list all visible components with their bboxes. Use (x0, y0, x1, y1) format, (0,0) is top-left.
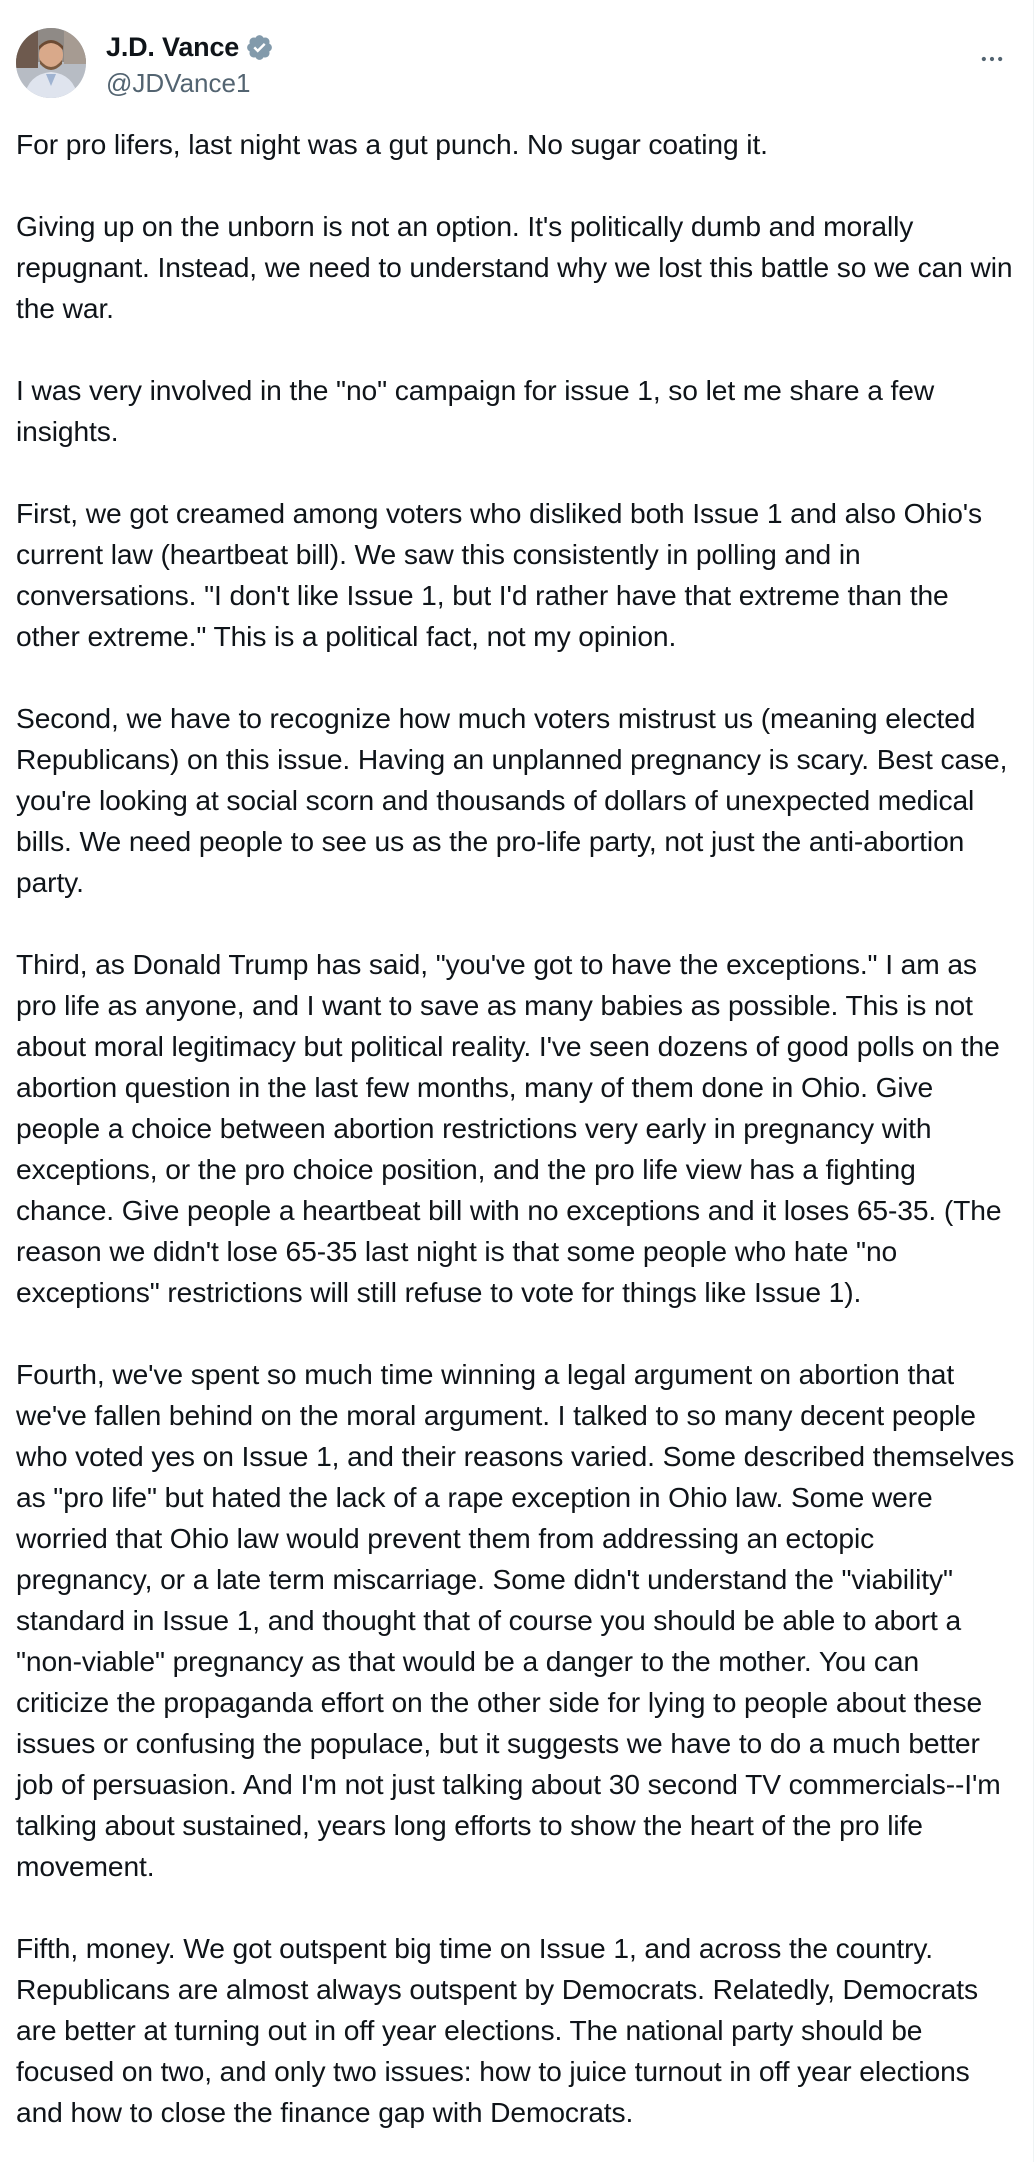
user-avatar[interactable] (16, 28, 86, 98)
tweet-paragraph: Giving up on the unborn is not an option. It's politically dumb and morally repugnant. Instead, we need to understand why we lost this battle so we can win the war. (16, 210, 1021, 324)
tweet-paragraph: Fourth, we've spent so much time winning a legal argument on abortion that we've fallen behind on the moral argument. I talked to so many decent people who voted yes on Issue 1, and their reasons varied. Some described themselves as "pro life" but hated the lack of a rape exception in Ohio law. Some were worried that Ohio law would prevent them from addressing an ectopic pregnancy, or a late term miscarriage. Some didn't understand the "viability" standard in Issue 1, and thought that of course you should be able to abort a "non-viable" pregnancy as that would be a danger to the mother. You can criticize the propaganda effort on the other side for lying to people about these issues or confusing the populace, but it suggests we have to do a much better job of persuasion. And I'm not just talking about 30 second TV commercials--I'm talking about sustained, years long efforts to show the heart of the pro life movement. (16, 1358, 1022, 1882)
tweet-paragraph: First, we got creamed among voters who disliked both Issue 1 and also Ohio's current law (heartbeat bill). We saw this consistently in polling and in conversations. "I don't like Issue 1, but I'd rather have that extreme than the other extreme." This is a political fact, not my opinion. (16, 497, 990, 652)
avatar-image (16, 28, 86, 98)
more-options-button[interactable] (969, 38, 1015, 84)
author-display-name[interactable]: J.D. Vance (106, 31, 240, 62)
tweet-header (16, 28, 1016, 100)
more-horizontal-icon (978, 45, 1006, 78)
tweet-paragraph: I was very involved in the "no" campaign for issue 1, so let me share a few insights. (16, 374, 942, 447)
tweet-paragraph: Second, we have to recognize how much voters mistrust us (meaning elected Republicans) on this issue. Having an unplanned pregnancy is scary. Best case, you're looking at social scorn and thousands of dollars of unexpected medical bills. We need people to see us as the pro-life party, not just the anti-abortion party. (16, 702, 1016, 898)
tweet-paragraph: For pro lifers, last night was a gut punch. No sugar coating it. (16, 128, 768, 160)
author-handle[interactable]: @JDVance1 (106, 68, 251, 98)
tweet-paragraph: Fifth, money. We got outspent big time on Issue 1, and across the country. Republicans are almost always outspent by Democrats. Relatedly, Democrats are better at turning out in off year elections. The national party should be focused on two, and only two issues: how to juice turnout in off year elections and how to close the finance gap with Democrats. (16, 1932, 986, 2128)
verified-badge-icon[interactable] (245, 33, 274, 62)
tweet-paragraph: Third, as Donald Trump has said, "you've got to have the exceptions." I am as pro life as anyone, and I want to save as many babies as possible. This is not about moral legitimacy but political reality. I've seen dozens of good polls on the abortion question in the last few months, many of them done in Ohio. Give people a choice between abortion restrictions very early in pregnancy with exceptions, or the pro choice position, and the pro life view has a fighting chance. Give people a heartbeat bill with no exceptions and it loses 65-35. (The reason we didn't lose 65-35 last night is that some people who hate "no exceptions" restrictions will still refuse to vote for things like Issue 1). (16, 948, 1010, 1308)
author-info (106, 30, 274, 99)
tweet-body (16, 124, 1022, 2133)
author-name-row (106, 30, 274, 64)
